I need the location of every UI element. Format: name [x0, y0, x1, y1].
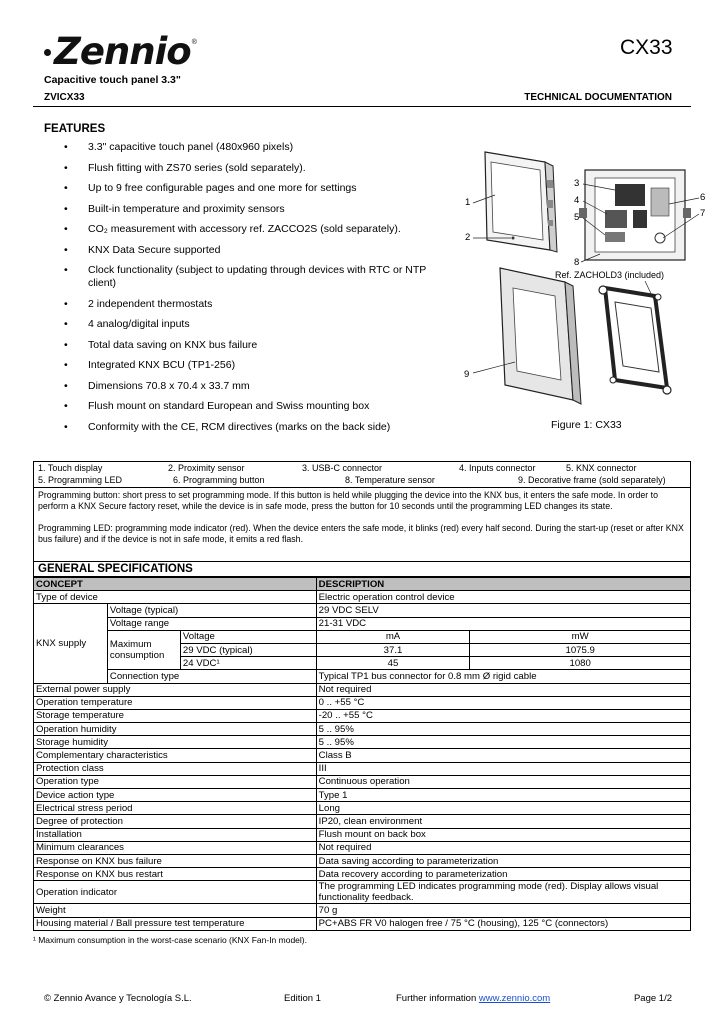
table-row [34, 723, 691, 736]
table-row [34, 854, 691, 867]
table-row [34, 762, 691, 775]
product-subtitle: Capacitive touch panel 3.3" [44, 74, 181, 86]
programming-info [33, 488, 691, 562]
spec-concept: Voltage (typical) [107, 604, 316, 617]
spec-value: Electric operation control device [316, 591, 690, 604]
max-consumption-label: Maximum consumption [107, 630, 180, 670]
table-row [34, 841, 691, 854]
spec-concept: Minimum clearances [34, 841, 317, 854]
legend-item: 9. Decorative frame (sold separately) [518, 475, 666, 485]
spec-value: PC+ABS FR V0 halogen free / 75 °C (housing), 125 °C (connectors) [316, 917, 690, 930]
zennio-website-link[interactable]: www.zennio.com [478, 993, 551, 1004]
consumption-col-mw: mW [470, 630, 691, 643]
consumption-ma: 37.1 [316, 643, 470, 656]
spec-value: Type 1 [316, 789, 690, 802]
legend-item: 1. Touch display [38, 463, 103, 473]
footer-further-info [396, 993, 550, 1004]
feature-item: • Clock functionality (subject to updating through devices with RTC or NTP client) [64, 264, 444, 290]
feature-item: • Dimensions 70.8 x 70.4 x 33.7 mm [64, 380, 444, 393]
table-row [34, 789, 691, 802]
specs-table [33, 577, 691, 931]
table-row [34, 828, 691, 841]
consumption-mw: 1080 [470, 657, 691, 670]
spec-value: Not required [316, 683, 690, 696]
spec-value: Class B [316, 749, 690, 762]
spec-concept: Degree of protection [34, 815, 317, 828]
spec-concept: External power supply [34, 683, 317, 696]
further-info-label: Further information [396, 993, 477, 1004]
spec-concept: Voltage range [107, 617, 316, 630]
figure-label-3: 3 [574, 178, 580, 189]
legend-item: 5. KNX connector [566, 463, 637, 473]
table-row [34, 815, 691, 828]
spec-value: 5 .. 95% [316, 723, 690, 736]
figure-label-5: 5 [574, 212, 580, 223]
spec-concept: Connection type [107, 670, 316, 683]
legend-item: 3. USB-C connector [302, 463, 383, 473]
feature-item: • KNX Data Secure supported [64, 244, 444, 257]
programming-led-text: Programming LED: programming mode indicator (red). When the device enters the safe mode, it blinks (red) every half second. During the start-up (reset or after KNX bus failure) and if the device is not in safe mode, it emits a red flash. [38, 523, 684, 544]
spec-concept: Storage humidity [34, 736, 317, 749]
footer-edition: Edition 1 [284, 993, 321, 1004]
consumption-voltage: 29 VDC (typical) [180, 643, 316, 656]
feature-item: • 2 independent thermostats [64, 298, 444, 311]
table-row [34, 630, 691, 643]
consumption-mw: 1075.9 [470, 643, 691, 656]
table-row [34, 904, 691, 917]
doc-type: TECHNICAL DOCUMENTATION [524, 92, 672, 103]
legend-item: 5. Programming LED [38, 475, 123, 485]
spec-value: Data recovery according to parameterization [316, 868, 690, 881]
spec-value: Not required [316, 841, 690, 854]
footer-page: Page 1/2 [633, 993, 672, 1004]
figure-caption: Figure 1: CX33 [551, 419, 622, 431]
table-row [34, 604, 691, 617]
specs-footnote: ¹ Maximum consumption in the worst-case scenario (KNX Fan-In model). [33, 935, 307, 945]
table-row [34, 736, 691, 749]
spec-value: Long [316, 802, 690, 815]
holder-ref-label: Ref. ZACHOLD3 (included) [555, 270, 665, 280]
spec-value: IP20, clean environment [316, 815, 690, 828]
spec-value: 70 g [316, 904, 690, 917]
feature-item: • 4 analog/digital inputs [64, 318, 444, 331]
specs-header-row [34, 578, 691, 591]
table-row [34, 868, 691, 881]
consumption-ma: 45 [316, 657, 470, 670]
legend-item: 6. Programming button [173, 475, 265, 485]
spec-value: Typical TP1 bus connector for 0.8 mm Ø rigid cable [316, 670, 690, 683]
spec-value: Data saving according to parameterization [316, 854, 690, 867]
feature-item: • Flush mount on standard European and Swiss mounting box [64, 400, 444, 413]
table-row [34, 917, 691, 930]
programming-button-text: Programming button: short press to set programming mode. If this button is held while plugging the device into the KNX bus, it enters the safe mode. In order to perform a KNX Secure factory reset, while the device is in safe mode, press the button for 10 seconds until the programming LED changes its state. [38, 490, 659, 511]
table-row [34, 617, 691, 630]
spec-concept: Operation humidity [34, 723, 317, 736]
table-row [34, 802, 691, 815]
spec-concept: Protection class [34, 762, 317, 775]
spec-value: -20 .. +55 °C [316, 709, 690, 722]
table-row [34, 670, 691, 683]
spec-concept: Operation temperature [34, 696, 317, 709]
features-list [64, 141, 444, 441]
logo-text: Zennio [54, 30, 191, 73]
table-row [34, 709, 691, 722]
legend-item: 8. Temperature sensor [345, 475, 435, 485]
feature-item: • Total data saving on KNX bus failure [64, 339, 444, 352]
spec-concept: Device action type [34, 789, 317, 802]
figure-label-4: 4 [574, 195, 580, 206]
feature-item: • Conformity with the CE, RCM directives (marks on the back side) [64, 421, 444, 434]
spec-value: Continuous operation [316, 775, 690, 788]
spec-concept: Type of device [34, 591, 317, 604]
consumption-col-voltage: Voltage [180, 630, 316, 643]
features-title: FEATURES [44, 123, 106, 135]
table-row [34, 749, 691, 762]
figure-label-8: 8 [574, 257, 580, 268]
decorative-frame-drawing [500, 268, 581, 404]
spec-value: 5 .. 95% [316, 736, 690, 749]
feature-item: • Built-in temperature and proximity sensors [64, 203, 444, 216]
figure-label-9: 9 [464, 369, 470, 380]
spec-value: Flush mount on back box [316, 828, 690, 841]
figure-legend [33, 461, 691, 488]
spec-concept: Complementary characteristics [34, 749, 317, 762]
feature-item: • Flush fitting with ZS70 series (sold separately). [64, 162, 444, 175]
spec-value: 0 .. +55 °C [316, 696, 690, 709]
product-code: CX33 [620, 36, 673, 59]
feature-item: • Integrated KNX BCU (TP1-256) [64, 359, 444, 372]
device-figure [455, 140, 715, 440]
mounting-holder-drawing [599, 286, 671, 394]
table-row [34, 591, 691, 604]
spec-value: The programming LED indicates programming mode (red). Display allows visual functionality feedback. [316, 881, 690, 904]
front-panel-drawing [485, 152, 557, 252]
spec-concept: Storage temperature [34, 709, 317, 722]
spec-concept: Response on KNX bus restart [34, 868, 317, 881]
spec-concept: Housing material / Ball pressure test temperature [34, 917, 317, 930]
col-concept: CONCEPT [34, 578, 317, 591]
logo-dot [44, 49, 51, 56]
table-row [34, 683, 691, 696]
spec-concept: Installation [34, 828, 317, 841]
registered-mark: ® [191, 39, 197, 46]
legend-item: 2. Proximity sensor [168, 463, 245, 473]
device-illustration [455, 140, 715, 440]
feature-item: • Up to 9 free configurable pages and one more for settings [64, 182, 444, 195]
spec-value: 21-31 VDC [316, 617, 690, 630]
header-divider [33, 106, 691, 107]
footer-company: © Zennio Avance y Tecnología S.L. [44, 993, 192, 1004]
table-row [34, 881, 691, 904]
spec-value: III [316, 762, 690, 775]
zennio-logo [44, 30, 197, 73]
knx-supply-label: KNX supply [34, 604, 108, 683]
device-back-drawing [579, 170, 691, 260]
figure-label-6: 6 [700, 192, 706, 203]
spec-concept: Electrical stress period [34, 802, 317, 815]
spec-concept: Weight [34, 904, 317, 917]
spec-value: 29 VDC SELV [316, 604, 690, 617]
feature-item: • 3.3" capacitive touch panel (480x960 pixels) [64, 141, 444, 154]
specs-title: GENERAL SPECIFICATIONS [33, 562, 691, 577]
spec-concept: Response on KNX bus failure [34, 854, 317, 867]
spec-concept: Operation indicator [34, 881, 317, 904]
consumption-voltage: 24 VDC¹ [180, 657, 316, 670]
feature-item: • CO₂ measurement with accessory ref. ZACCO2S (sold separately). [64, 223, 444, 236]
spec-concept: Operation type [34, 775, 317, 788]
figure-label-7: 7 [700, 208, 706, 219]
table-row [34, 775, 691, 788]
figure-label-2: 2 [465, 232, 471, 243]
figure-label-1: 1 [465, 197, 471, 208]
table-row [34, 696, 691, 709]
col-description: DESCRIPTION [316, 578, 690, 591]
legend-item: 4. Inputs connector [459, 463, 536, 473]
product-ref: ZVICX33 [44, 92, 85, 103]
consumption-col-ma: mA [316, 630, 470, 643]
